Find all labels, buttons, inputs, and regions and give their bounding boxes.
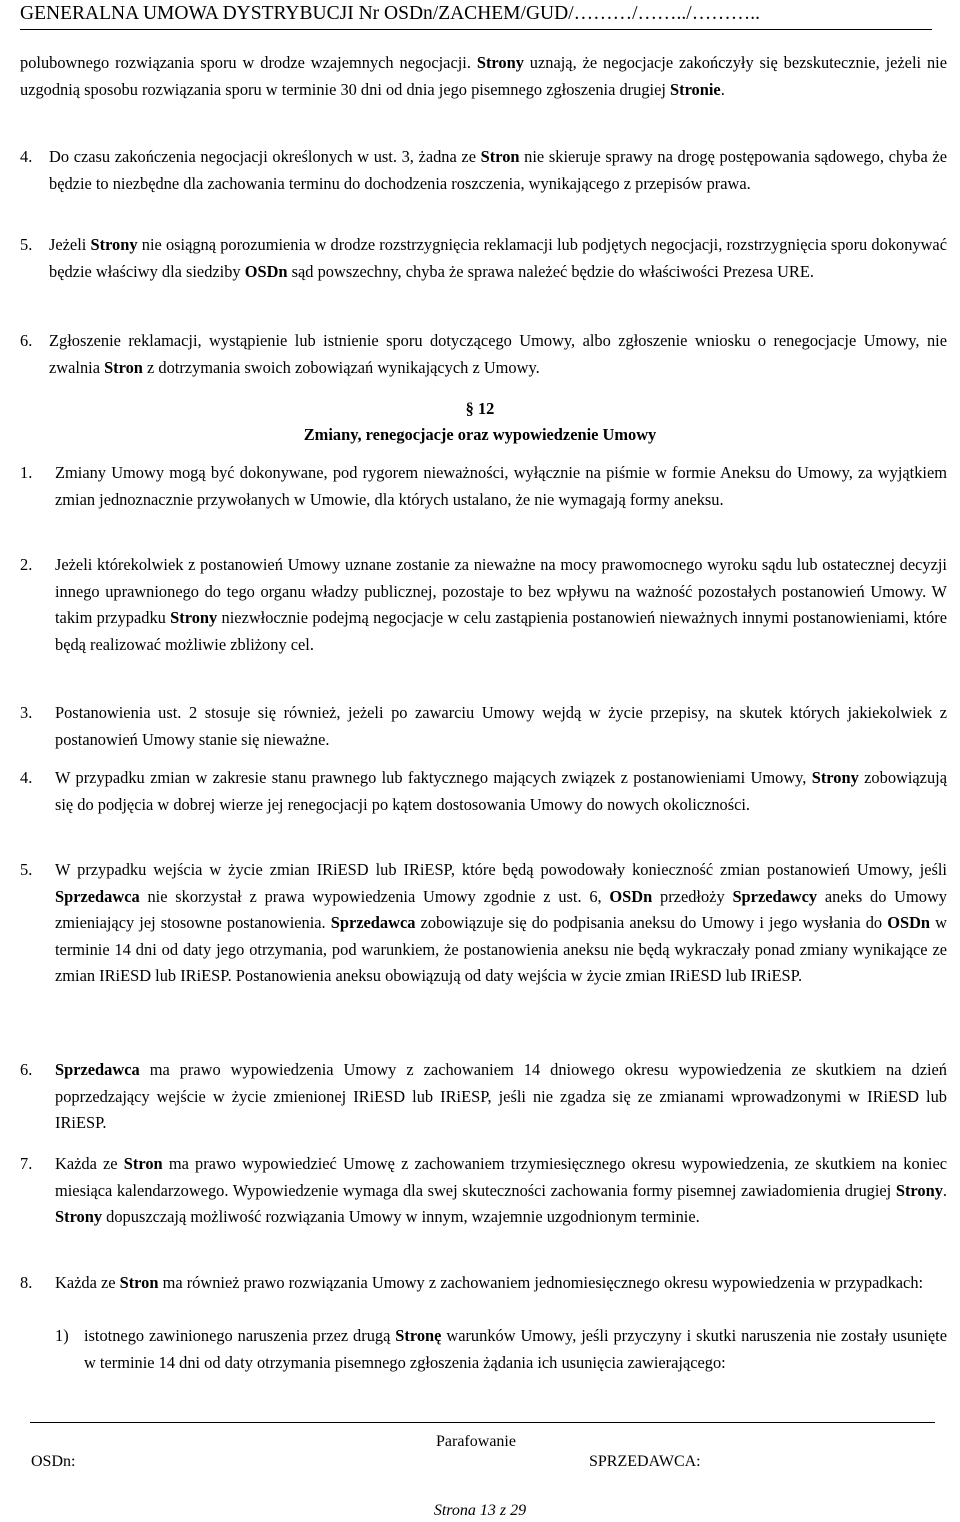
paragraph-continuation: polubownego rozwiązania sporu w drodze wzajemnych negocjacji. Strony uznają, że negocjacje zakończyły się bezskutecznie, jeżeli nie uzgodnią sposobu rozwiązania sporu w terminie 30 dni od dnia jego pisemnego zgłoszenia drugiej Stronie. [20, 53, 947, 99]
paragraph-number: 6. [20, 331, 33, 350]
paragraph-number: 5. [20, 860, 33, 879]
osdn-initials-label: OSDn: [31, 1453, 76, 1470]
paragraph-number: 7. [20, 1154, 33, 1173]
paragraph-text: Postanowienia ust. 2 stosuje się również, jeżeli po zawarciu Umowy wejdą w życie przepisy, na skutek których jakiekolwiek z postanowień Umowy stanie się nieważne. [55, 703, 947, 749]
paragraph-number: 4. [20, 147, 33, 166]
paragraph-text: Każda ze Stron ma prawo wypowiedzieć Umowę z zachowaniem trzymiesięcznego okresu wypowiedzenia, ze skutkiem na koniec miesiąca kalendarzowego. Wypowiedzenie wymaga dla swej skuteczności zachowania formy pisemnej zawiadomienia drugiej Strony. Strony dopuszczają możliwość rozwiązania Umowy w innym, wzajemnie uzgodnionym terminie. [55, 1154, 947, 1226]
paragraph-text: W przypadku zmian w zakresie stanu prawnego lub faktycznego mających związek z postanowieniami Umowy, Strony zobowiązują się do podjęcia w dobrej wierze jej renegocjacji po kątem dostosowania Umowy do nowych okoliczności. [55, 768, 947, 814]
paragraph-number: 4. [20, 768, 33, 787]
footer-rule [30, 1422, 935, 1423]
paragraph-text: Sprzedawca ma prawo wypowiedzenia Umowy z zachowaniem 14 dniowego okresu wypowiedzenia ze skutkiem na dzień poprzedzający wejście w życie zmienionej IRiESD lub IRiESP, jeśli nie zgadza się ze zmianami wprowadzonymi w IRiESD lub IRiESP. [55, 1060, 947, 1132]
list-item-text: istotnego zawinionego naruszenia przez drugą Stronę warunków Umowy, jeśli przyczyny i skutki naruszenia nie zostały usunięte w terminie 14 dni od daty otrzymania pisemnego zgłoszenia żądania ich usunięcia zawierającego: [84, 1326, 947, 1372]
page-number: Strona 13 z 29 [433, 1502, 527, 1519]
paragraph-text: W przypadku wejścia w życie zmian IRiESD lub IRiESP, które będą powodowały konieczność zmian postanowień Umowy, jeśli Sprzedawca nie skorzystał z prawa wypowiedzenia Umowy zgodnie z ust. 6, OSDn przedłoży Sprzedawcy aneks do Umowy zmieniający jej stosowne postanowienia. Sprzedawca zobowiązuje się do podpisania aneksu do Umowy i jego wysłania do OSDn w terminie 14 dni od daty jego otrzymania, pod warunkiem, że postanowienia aneksu nie będą wykraczały ponad zmiany wynikające ze zmian IRiESD lub IRiESP. Postanowienia aneksu obowiązują od daty wejścia w życie zmian IRiESD lub IRiESP. [55, 860, 947, 985]
paragraph-text: Zgłoszenie reklamacji, wystąpienie lub istnienie sporu dotyczącego Umowy, albo zgłoszenie wniosku o renegocjacje Umowy, nie zwalnia Stron z dotrzymania swoich zobowiązań wynikających z Umowy. [49, 331, 947, 377]
paragraph-text: Każda ze Stron ma również prawo rozwiązania Umowy z zachowaniem jednomiesięcznego okresu wypowiedzenia w przypadkach: [55, 1273, 924, 1292]
list-item-number: 1) [55, 1326, 69, 1345]
paragraph-number: 1. [20, 463, 33, 482]
section-number: § 12 [465, 399, 495, 418]
paragraph-number: 5. [20, 235, 33, 254]
paragraph-text: Jeżeli Strony nie osiągną porozumienia w drodze rozstrzygnięcia reklamacji lub podjętych negocjacji, rozstrzygnięcia sporu dokonywać będzie właściwy dla siedziby OSDn sąd powszechny, chyba że sprawa należeć będzie do właściwości Prezesa URE. [49, 235, 947, 281]
paragraph-number: 6. [20, 1060, 33, 1079]
paragraph-text: Zmiany Umowy mogą być dokonywane, pod rygorem nieważności, wyłącznie na piśmie w formie Aneksu do Umowy, za wyjątkiem zmian jednoznacznie przywołanych w Umowie, dla których ustalano, że nie wymagają formy aneksu. [55, 463, 947, 509]
paragraph-text: Jeżeli którekolwiek z postanowień Umowy uznane zostanie za nieważne na mocy prawomocnego wyroku sądu lub ostatecznej decyzji innego uprawnionego do tego organu władzy publicznej, pozostaje to bez wpływu na ważność pozostałych postanowień Umowy. W takim przypadku Strony niezwłocznie podejmą negocjacje w celu zastąpienia postanowień nieważnych innymi postanowieniami, które będą realizować możliwie zbliżony cel. [55, 555, 947, 654]
initials-label: Parafowanie [436, 1433, 516, 1450]
page-header-title: GENERALNA UMOWA DYSTRYBUCJI Nr OSDn/ZACHEM/GUD/………/……../……….. [20, 3, 760, 24]
header-rule [20, 29, 932, 30]
section-title: Zmiany, renegocjacje oraz wypowiedzenie Umowy [303, 425, 657, 444]
paragraph-text: Do czasu zakończenia negocjacji określonych w ust. 3, żadna ze Stron nie skieruje sprawy na drogę postępowania sądowego, chyba że będzie to niezbędne dla zachowania terminu do dochodzenia roszczenia, wynikającego z przepisów prawa. [49, 147, 947, 193]
paragraph-number: 2. [20, 555, 33, 574]
paragraph-number: 8. [20, 1273, 33, 1292]
paragraph-number: 3. [20, 703, 33, 722]
seller-initials-label: SPRZEDAWCA: [589, 1453, 701, 1470]
